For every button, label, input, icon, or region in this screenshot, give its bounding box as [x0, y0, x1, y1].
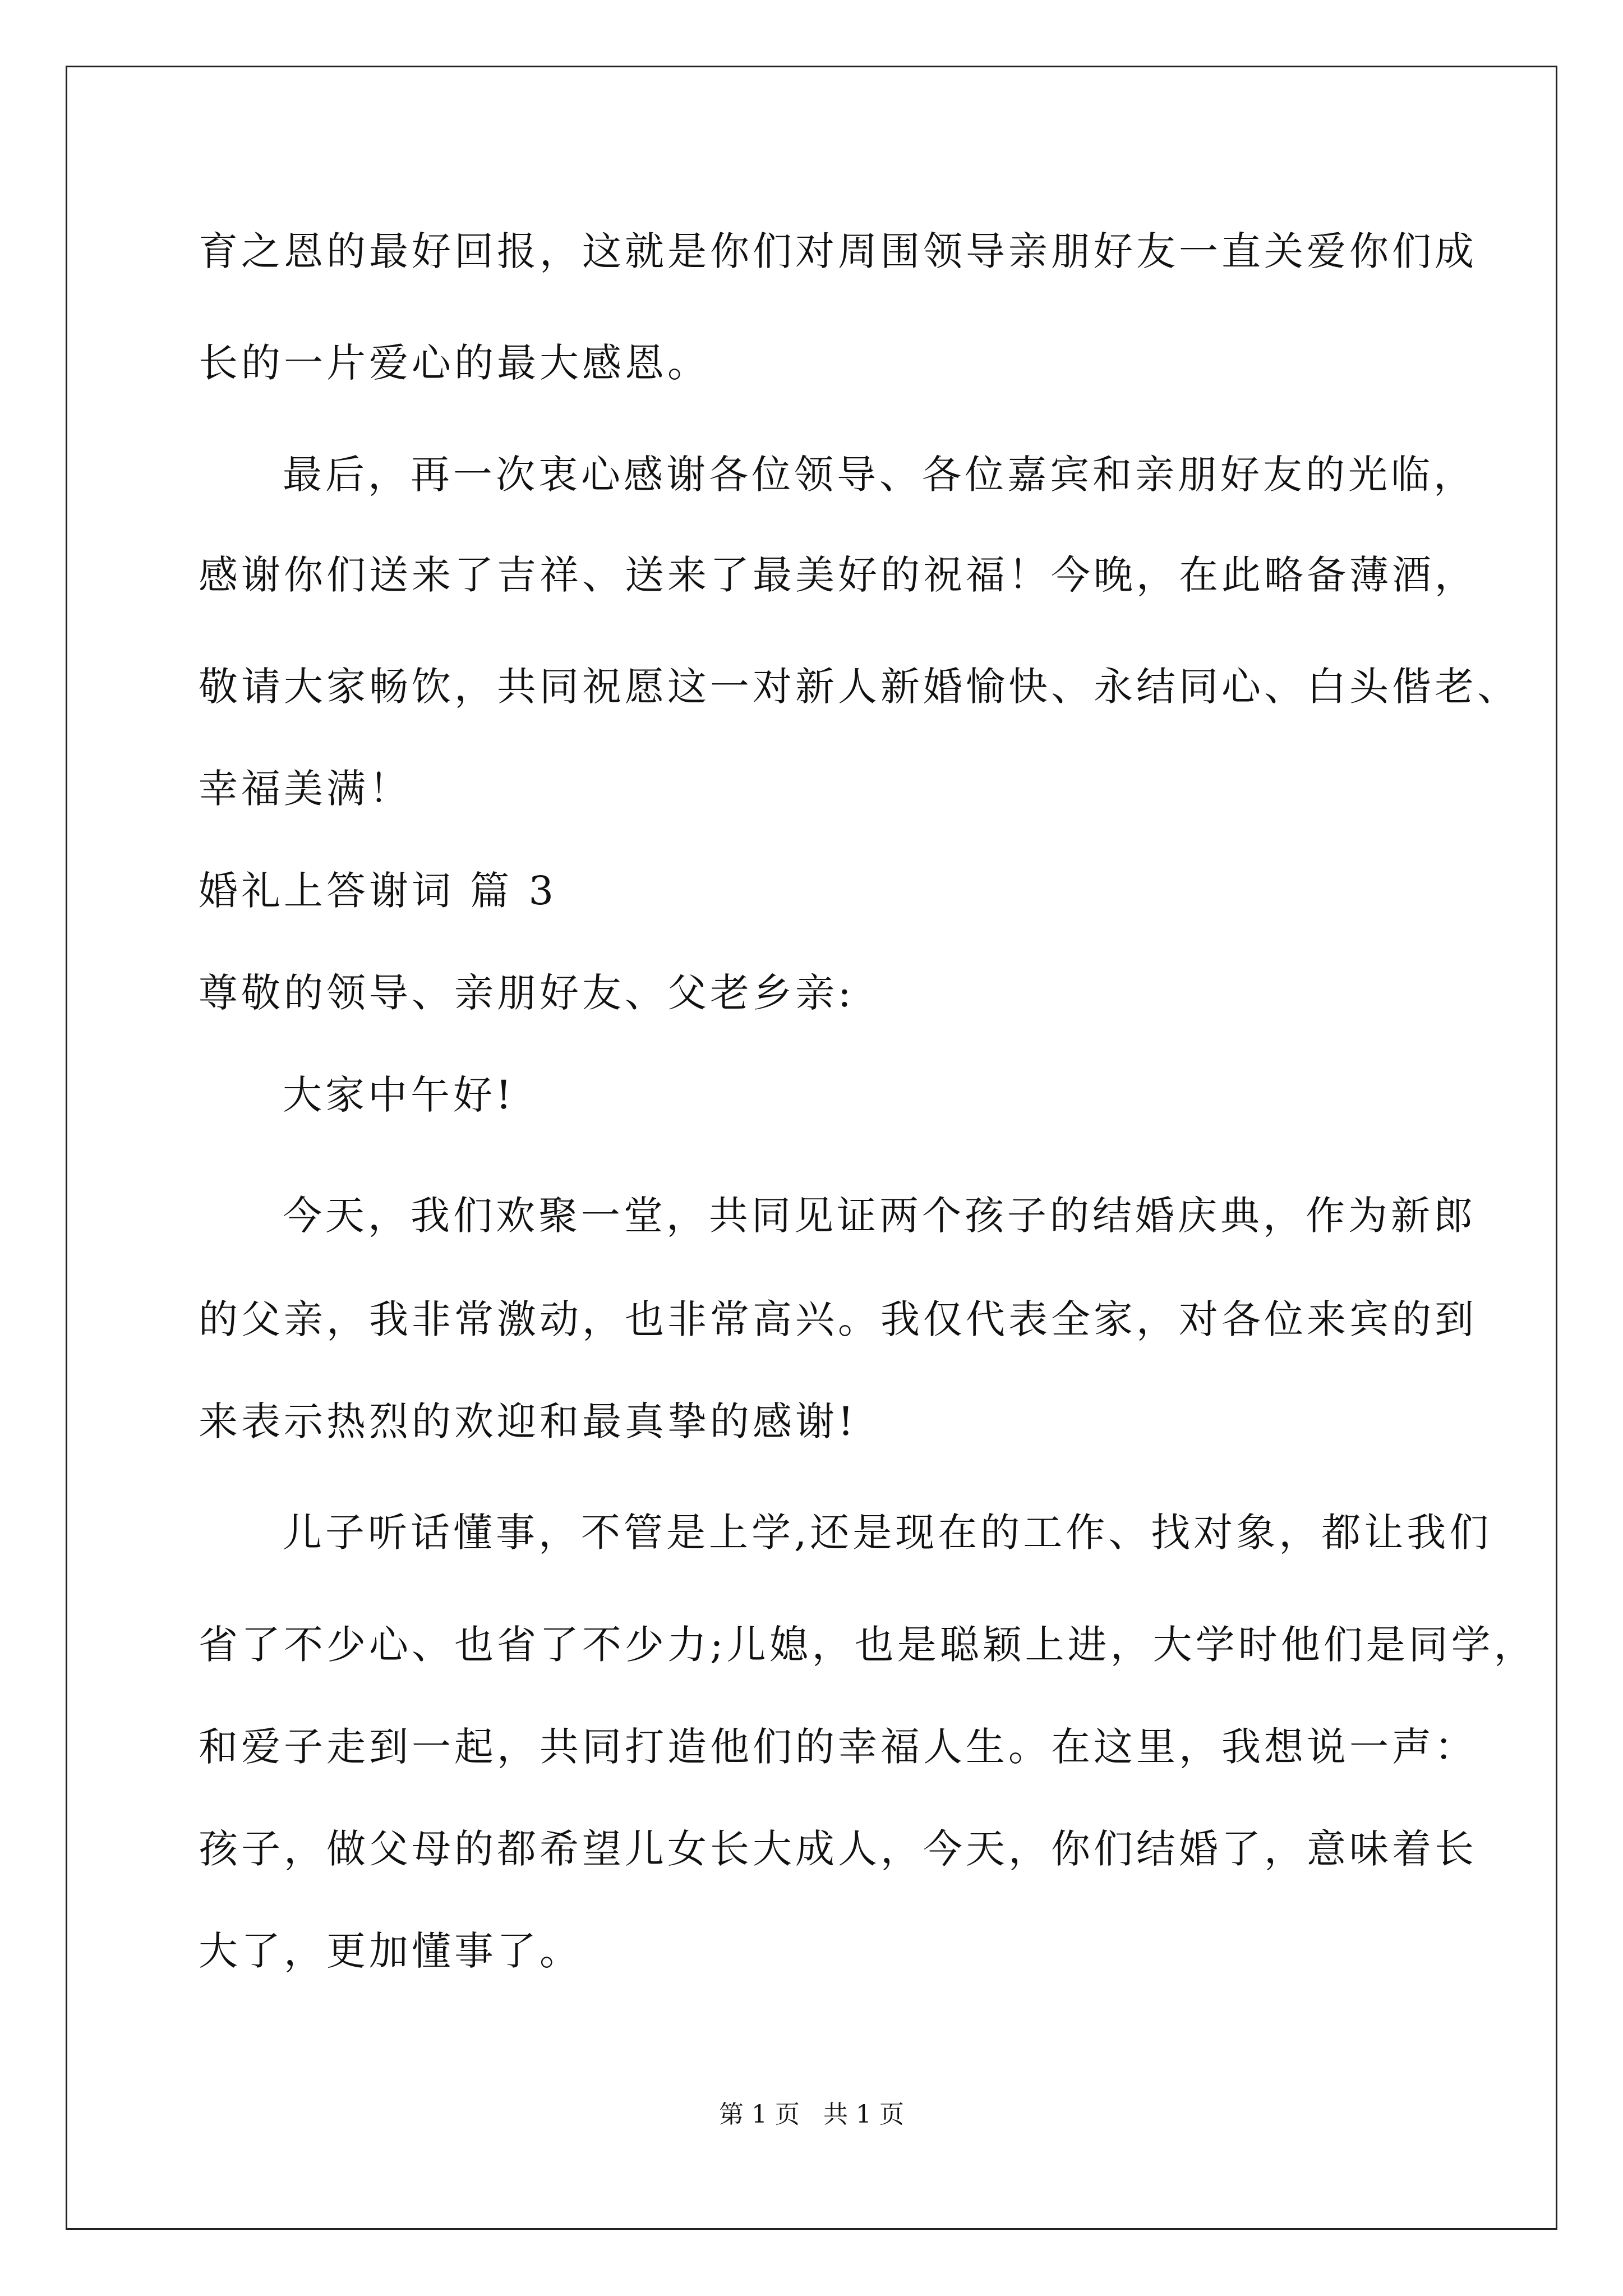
text-line: 孩子，做父母的都希望儿女长大成人，今天，你们结婚了，意味着长	[199, 1826, 1477, 1872]
text-line: 育之恩的最好回报，这就是你们对周围领导亲朋好友一直关爱你们成	[199, 228, 1477, 274]
text-line: 儿子听话懂事，不管是上学,还是现在的工作、找对象，都让我们	[283, 1510, 1492, 1556]
page-footer: 第 1 页 共 1 页	[719, 2100, 904, 2129]
text-line: 省了不少心、也省了不少力;儿媳，也是聪颖上进，大学时他们是同学，	[199, 1622, 1537, 1668]
salutation: 尊敬的领导、亲朋好友、父老乡亲:	[199, 970, 855, 1016]
text-line: 大了，更加懂事了。	[199, 1928, 582, 1974]
text-line: 来表示热烈的欢迎和最真挚的感谢!	[199, 1398, 857, 1444]
greeting: 大家中午好!	[283, 1072, 515, 1118]
text-line: 今天，我们欢聚一堂，共同见证两个孩子的结婚庆典，作为新郎	[283, 1193, 1476, 1239]
text-line: 敬请大家畅饮，共同祝愿这一对新人新婚愉快、永结同心、白头偕老、	[199, 664, 1520, 710]
text-line: 长的一片爱心的最大感恩。	[199, 340, 710, 386]
text-line: 和爱子走到一起，共同打造他们的幸福人生。在这里，我想说一声：	[199, 1724, 1477, 1770]
text-line: 感谢你们送来了吉祥、送来了最美好的祝福！今晚，在此略备薄酒，	[199, 552, 1477, 598]
text-line: 最后，再一次衷心感谢各位领导、各位嘉宾和亲朋好友的光临，	[283, 452, 1476, 498]
text-line: 的父亲，我非常激动，也非常高兴。我仅代表全家，对各位来宾的到	[199, 1296, 1477, 1342]
section-heading: 婚礼上答谢词 篇 3	[199, 868, 557, 914]
text-line: 幸福美满！	[199, 766, 412, 812]
